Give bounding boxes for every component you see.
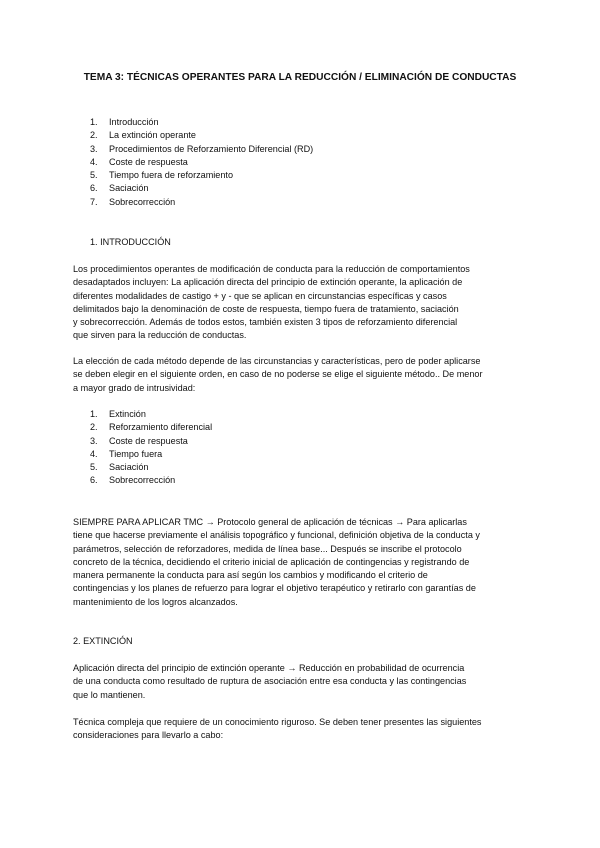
toc-item-label: Introducción	[109, 117, 159, 127]
paragraph-extinction-definition: Aplicación directa del principio de extinción operante → Reducción en probabilidad de ocurrencia de una conducta como resultado de ruptura de asociación entre esa conducta y las contingencias que lo mantienen.	[73, 663, 467, 700]
paragraph-extinction-considerations: Técnica compleja que requiere de un conocimiento riguroso. Se deben tener presentes las siguientes consideraciones para llevarlo a cabo:	[73, 717, 482, 741]
toc-item-label: Procedimientos de Reforzamiento Diferencial (RD)	[109, 143, 314, 154]
intrusiveness-order-list	[90, 408, 212, 488]
paragraph-method-order: La elección de cada método depende de las circunstancias y características, pero de poder aplicarse se deben elegir en el siguiente orden, en caso de no poderse se elige el siguiente método.. De menor a mayor grado de intrusividad:	[73, 356, 483, 393]
toc-item: 1. Introducción	[90, 117, 159, 127]
toc-item: 2. La extinción operante	[90, 130, 196, 141]
paragraph-introduction: Los procedimientos operantes de modificación de conducta para la reducción de comportamientos desadaptados incluyen: La aplicación directa del principio de extinción operante, la aplicación de diferentes modalidades de castigo + y - que se aplican en circunstancias específicas y casos delimitados bajo la denominación de coste de respuesta, tiempo fuera de tratamiento, saciación y sobrecorrección. Además de todos estos, también existen 3 tipos de reforzamiento diferencial que sirven para la reducción de conductas.	[73, 264, 470, 341]
section-heading-extincion: 2. EXTINCIÓN	[73, 636, 133, 646]
document-title: TEMA 3: TÉCNICAS OPERANTES PARA LA REDUCCIÓN / ELIMINACIÓN DE CONDUCTAS	[83, 72, 517, 83]
toc-item-label: Saciación	[109, 183, 149, 194]
toc-item: 7. Sobrecorrección	[90, 196, 176, 207]
toc-item-label: La extinción operante	[109, 130, 196, 141]
list-item: 6. Sobrecorrección	[90, 475, 176, 486]
paragraph-tmc-protocol: SIEMPRE PARA APLICAR TMC → Protocolo general de aplicación de técnicas → Para aplicarlas tiene que hacerse previamente el análisis topográfico y funcional, definición objetiva de la conducta y parámetros, selección de reforzadores, medida de línea base... Después se inscribe el protocolo concreto de la técnica, decidiendo el criterio inicial de aplicación de contingencias y registrando de manera permanente la conducta para así según los cambios y modificando el criterio de contingencias y los planes de refuerzo para lograr el objetivo terapéutico y retirarlo con garantías de mantenimiento de los logros alcanzados.	[73, 517, 480, 607]
list-item: 4. Tiempo fuera	[90, 448, 163, 459]
toc-item-label: Sobrecorrección	[109, 196, 176, 207]
list-item: 3. Coste de respuesta	[90, 435, 188, 446]
list-item: 2. Reforzamiento diferencial	[90, 422, 213, 433]
toc-item-label: Tiempo fuera de reforzamiento	[109, 170, 234, 181]
toc-item: 6. Saciación	[90, 183, 149, 194]
toc-item: 3. Procedimientos de Reforzamiento Diferencial (RD)	[90, 143, 314, 154]
list-item: 5. Saciación	[90, 462, 149, 473]
table-of-contents	[90, 116, 313, 209]
section-heading-introduccion: 1. INTRODUCCIÓN	[90, 237, 171, 247]
toc-item-label: Coste de respuesta	[109, 156, 188, 167]
toc-item: 4. Coste de respuesta	[90, 156, 188, 167]
list-item: 1. Extinción	[90, 409, 146, 419]
toc-item: 5. Tiempo fuera de reforzamiento	[90, 170, 234, 181]
